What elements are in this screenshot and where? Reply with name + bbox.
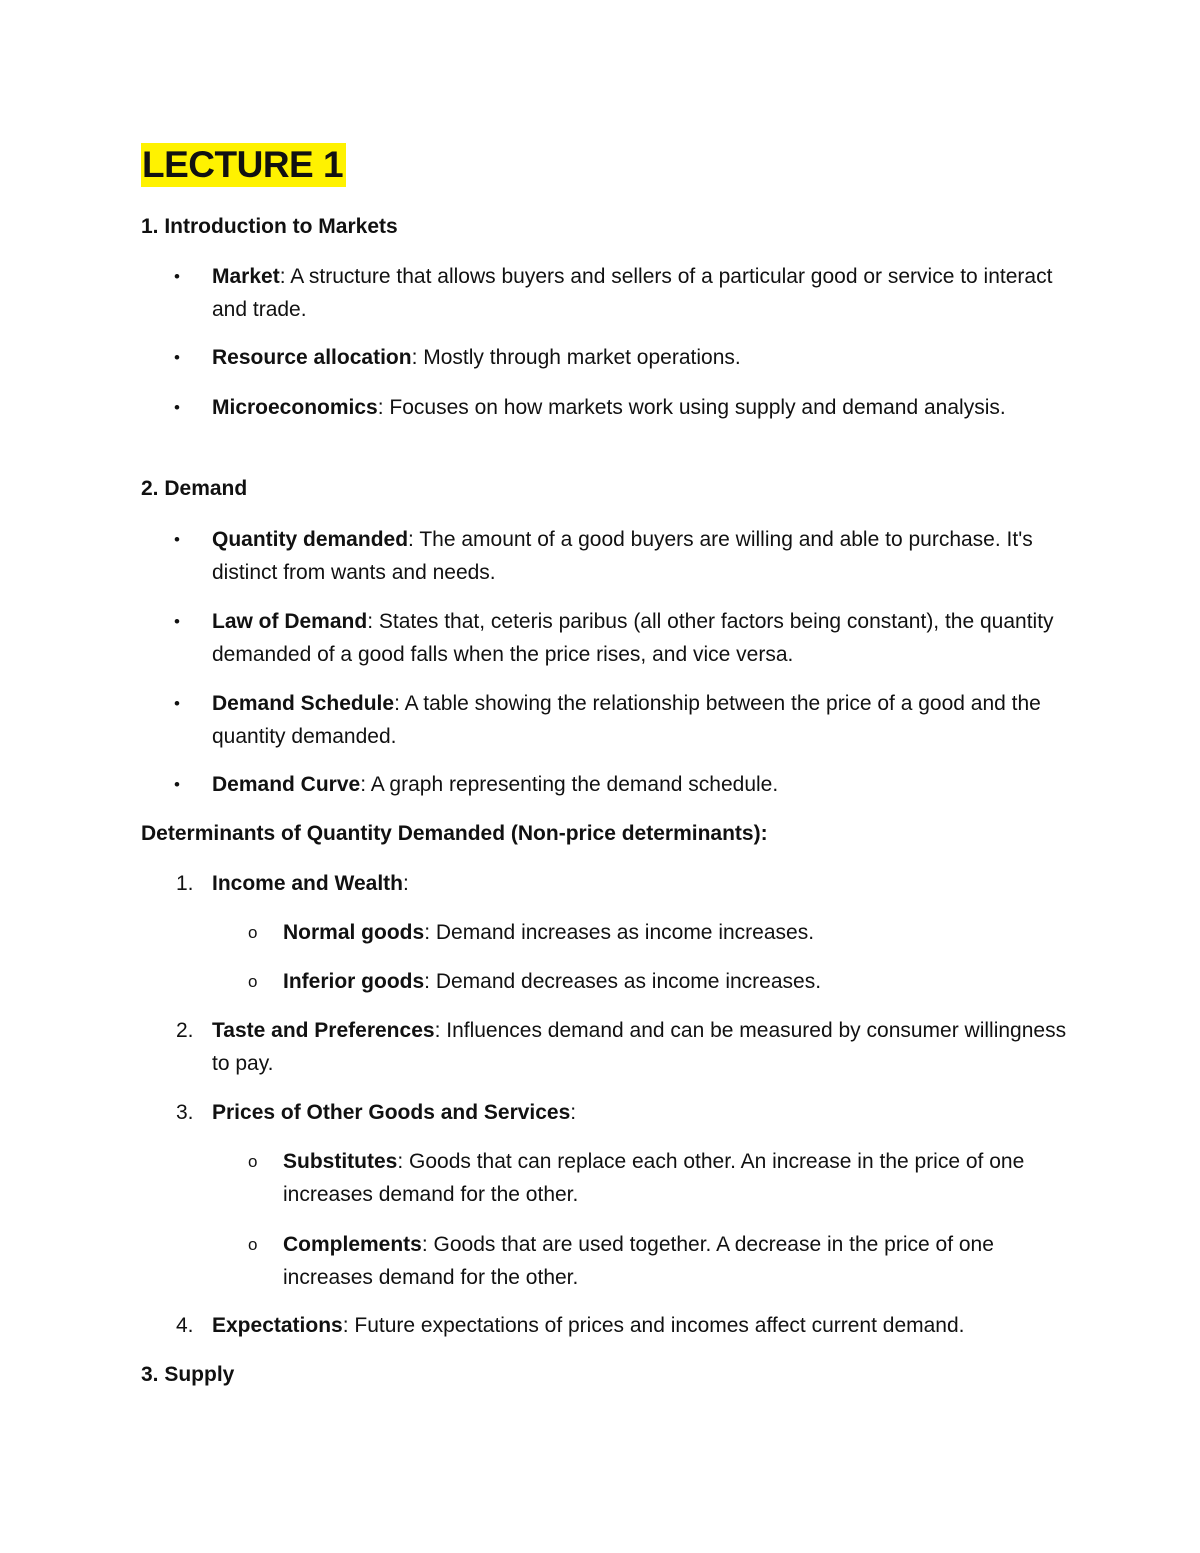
term-definition: : A structure that allows buyers and sellers of a particular good or service to interact and trade. xyxy=(212,265,1053,321)
term-definition: : Goods that are used together. A decrease in the price of one increases demand for the other. xyxy=(283,1233,994,1289)
sub-bullet-marker: o xyxy=(248,1235,258,1254)
term-definition: : The amount of a good buyers are willing and able to purchase. It's distinct from wants and needs. xyxy=(212,528,1033,584)
bullet-marker: • xyxy=(174,267,180,286)
sub-bullet-marker: o xyxy=(248,972,258,991)
term-definition: : Focuses on how markets work using supply and demand analysis. xyxy=(377,396,1006,419)
term-definition: : Future expectations of prices and incomes affect current demand. xyxy=(342,1314,965,1337)
term-label: Market xyxy=(212,265,280,288)
term-definition: : Demand increases as income increases. xyxy=(424,921,815,944)
list-item-normal-goods xyxy=(283,916,1073,949)
list-number: 4. xyxy=(176,1314,194,1337)
list-item-quantity-demanded xyxy=(212,523,1072,589)
term-definition: : Goods that can replace each other. An increase in the price of one increases demand for the other. xyxy=(283,1150,1025,1206)
term-label: Prices of Other Goods and Services xyxy=(212,1101,571,1124)
list-number: 1. xyxy=(176,872,194,895)
list-item-demand-curve xyxy=(212,768,1072,801)
term-label: Expectations xyxy=(212,1314,343,1337)
list-item-law-of-demand xyxy=(212,605,1072,671)
sub-bullet-marker: o xyxy=(248,1152,258,1171)
term-definition: : States that, ceteris paribus (all other factors being constant), the quantity demanded of a good falls when the price rises, and vice versa. xyxy=(212,610,1054,666)
page-title: LECTURE 1 xyxy=(141,143,346,187)
term-definition: : Mostly through market operations. xyxy=(411,346,741,369)
list-number: 3. xyxy=(176,1101,194,1124)
bullet-marker: • xyxy=(174,612,180,631)
term-label: Complements xyxy=(283,1233,422,1256)
list-item-prices-of-other-goods xyxy=(212,1096,1072,1129)
list-item-resource-allocation xyxy=(212,341,1072,374)
bullet-marker: • xyxy=(174,530,180,549)
term-definition: : A graph representing the demand schedule. xyxy=(360,773,779,796)
list-item-demand-schedule xyxy=(212,687,1072,753)
list-number: 2. xyxy=(176,1019,194,1042)
list-item-substitutes xyxy=(283,1145,1073,1211)
list-item-complements xyxy=(283,1228,1073,1294)
list-item-expectations xyxy=(212,1309,1072,1342)
sub-bullet-marker: o xyxy=(248,923,258,942)
term-label: Microeconomics xyxy=(212,396,378,419)
section-heading-introduction: 1. Introduction to Markets xyxy=(141,215,398,238)
term-label: Demand Schedule xyxy=(212,692,395,715)
section-heading-supply: 3. Supply xyxy=(141,1363,235,1386)
term-label: Resource allocation xyxy=(212,346,412,369)
term-label: Taste and Preferences xyxy=(212,1019,435,1042)
term-label: Normal goods xyxy=(283,921,425,944)
list-item-microeconomics xyxy=(212,391,1072,424)
term-label: Law of Demand xyxy=(212,610,368,633)
list-item-taste-and-preferences xyxy=(212,1014,1072,1080)
term-definition: : xyxy=(570,1101,577,1124)
list-item-income-and-wealth xyxy=(212,867,1072,900)
list-item-market xyxy=(212,260,1072,326)
section-heading-demand: 2. Demand xyxy=(141,477,248,500)
bullet-marker: • xyxy=(174,775,180,794)
section-heading-determinants: Determinants of Quantity Demanded (Non-price determinants): xyxy=(141,822,768,845)
bullet-marker: • xyxy=(174,694,180,713)
term-label: Inferior goods xyxy=(283,970,425,993)
bullet-marker: • xyxy=(174,348,180,367)
list-item-inferior-goods xyxy=(283,965,1073,998)
term-label: Demand Curve xyxy=(212,773,361,796)
term-label: Substitutes xyxy=(283,1150,398,1173)
bullet-marker: • xyxy=(174,398,180,417)
term-label: Quantity demanded xyxy=(212,528,409,551)
term-definition: : A table showing the relationship between the price of a good and the quantity demanded. xyxy=(212,692,1041,748)
term-definition: : Influences demand and can be measured by consumer willingness to pay. xyxy=(212,1019,1067,1075)
term-definition: : Demand decreases as income increases. xyxy=(424,970,822,993)
term-definition: : xyxy=(402,872,409,895)
term-label: Income and Wealth xyxy=(212,872,403,895)
